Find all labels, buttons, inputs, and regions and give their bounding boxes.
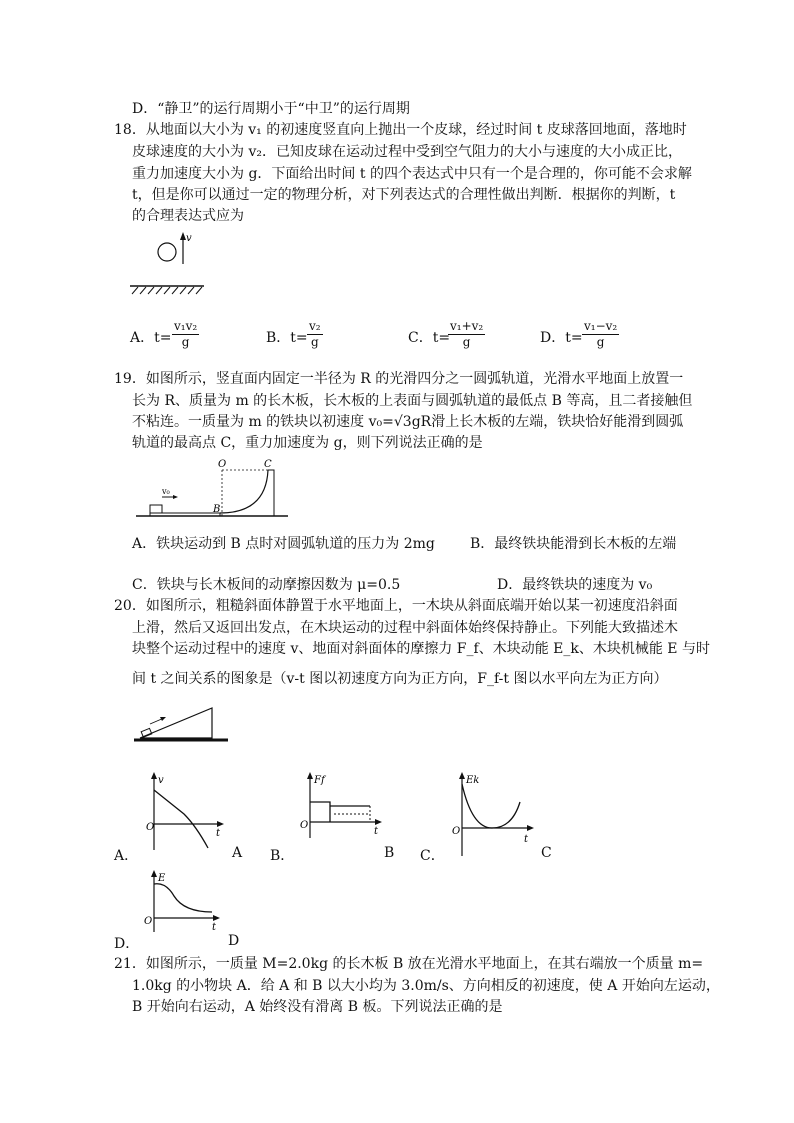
q20-graph-d-xlabel: t bbox=[212, 922, 217, 933]
q20-incline-figure bbox=[134, 702, 230, 746]
q20-graph-b-letter: B． bbox=[270, 848, 295, 864]
q20-graph-d-letter: D． bbox=[114, 936, 140, 952]
q20-graph-b bbox=[298, 772, 384, 842]
q20-graph-b-xlabel: t bbox=[374, 826, 379, 837]
q18-option-b: B．t= bbox=[266, 330, 308, 346]
q18-text-line-5: 的合理表达式应为 bbox=[132, 208, 244, 224]
q19-option-b: B．最终铁块能滑到长木板的左端 bbox=[470, 536, 677, 552]
q18-option-d-fraction: $\frac{\text{v₁−v₂}}{g}$ bbox=[584, 319, 618, 349]
q20-graph-a-letter: A． bbox=[114, 848, 139, 864]
q19-option-d: D．最终铁块的速度为 v₀ bbox=[497, 577, 653, 593]
q20-graph-c-origin: O bbox=[452, 826, 461, 837]
q19-text-line-3: 不粘连。一质量为 m 的铁块以初速度 v₀=√3gR滑上长木板的左端，铁块恰好能滑到圆弧 bbox=[132, 414, 684, 430]
arc-track bbox=[220, 470, 268, 513]
q18-ball-figure bbox=[128, 232, 208, 298]
iron-block bbox=[150, 505, 162, 513]
q20-graph-d-origin: O bbox=[144, 916, 153, 927]
q20-graph-d bbox=[142, 870, 222, 934]
incline-block bbox=[140, 708, 212, 738]
q20-text-line-1: 20．如图所示，粗糙斜面体静置于水平地面上，一木块从斜面底端开始以某一初速度沿斜面 bbox=[114, 598, 678, 614]
q21-text-line-3: B 开始向右运动，A 始终没有滑离 B 板。下列说法正确的是 bbox=[132, 999, 503, 1015]
long-board bbox=[150, 513, 220, 516]
q20-graph-a bbox=[144, 772, 224, 852]
q20-graph-c-caption: C bbox=[541, 845, 552, 861]
q20-text-line-4: 间 t 之间关系的图象是（v-t 图以初速度方向为正方向，F_f-t 图以水平向左为正方向） bbox=[132, 671, 668, 687]
q19-fig-label-v0: v₀ bbox=[162, 487, 170, 496]
q19-fig-label-o: O bbox=[218, 459, 227, 470]
q20-graph-d-caption: D bbox=[228, 933, 240, 949]
q20-graph-b-caption: B bbox=[384, 845, 395, 861]
wood-block bbox=[141, 728, 152, 737]
q19-track-figure bbox=[132, 458, 290, 522]
q18-text-line-3: 重力加速度大小为 g．下面给出时间 t 的四个表达式中只有一个是合理的，你可能不会求解 bbox=[132, 166, 692, 182]
q20-graph-a-ylabel: v bbox=[158, 775, 164, 786]
q18-fig-label-v: v bbox=[186, 233, 192, 244]
q19-option-a: A．铁块运动到 B 点时对圆弧轨道的压力为 2mg bbox=[132, 536, 435, 552]
q18-option-a: A．t= bbox=[130, 330, 172, 346]
graph-d-curve bbox=[154, 884, 212, 912]
q19-text-line-2: 长为 R、质量为 m 的长木板，长木板的上表面与圆弧轨道的最低点 B 等高，且二者接触但 bbox=[132, 393, 693, 409]
q20-graph-c-xlabel: t bbox=[524, 834, 529, 845]
q20-graph-a-caption: A bbox=[232, 845, 243, 861]
q20-graph-a-origin: O bbox=[146, 822, 155, 833]
q20-text-line-2: 上滑，然后又返回出发点，在木块运动的过程中斜面体始终保持静止。下列能大致描述木 bbox=[132, 620, 678, 636]
q20-graph-c bbox=[450, 772, 536, 858]
q18-text-line-2: 皮球速度的大小为 v₂．已知皮球在运动过程中受到空气阻力的大小与速度的大小成正比， bbox=[132, 144, 682, 160]
graph-b-step-1 bbox=[310, 802, 330, 822]
graph-a-curve bbox=[154, 790, 208, 848]
q18-text-line-4: t，但是你可以通过一定的物理分析，对下列表达式的合理性做出判断．根据你的判断，t bbox=[132, 187, 676, 203]
q20-text-line-3: 块整个运动过程中的速度 v、地面对斜面体的摩擦力 F_f、木块动能 E_k、木块机械能 E 与时 bbox=[132, 641, 710, 657]
q18-text-line-1: 18．从地面以大小为 v₁ 的初速度竖直向上抛出一个皮球，经过时间 t 皮球落回地面，落地时 bbox=[114, 122, 687, 138]
q18-option-c: C．t= bbox=[408, 330, 451, 346]
q19-option-c: C．铁块与长木板间的动摩擦因数为 μ=0.5 bbox=[132, 577, 401, 593]
q20-graph-b-ylabel: Ff bbox=[314, 775, 325, 786]
q18-option-a-fraction: $\frac{\text{v₁v₂}}{g}$ bbox=[174, 319, 198, 349]
q20-graph-a-xlabel: t bbox=[216, 828, 221, 839]
v0-arrow-icon bbox=[173, 495, 178, 499]
q17-option-d: D．“静卫”的运行周期小于“中卫”的运行周期 bbox=[132, 101, 410, 117]
q20-graph-b-origin: O bbox=[300, 820, 309, 831]
q20-graph-c-ylabel: Ek bbox=[466, 775, 480, 786]
q19-text-line-1: 19．如图所示，竖直面内固定一半径为 R 的光滑四分之一圆弧轨道，光滑水平地面上放置一 bbox=[114, 371, 684, 387]
graph-c-curve bbox=[462, 784, 520, 828]
q19-fig-label-b: B bbox=[213, 504, 221, 515]
q19-text-line-4: 轨道的最高点 C，重力加速度为 g，则下列说法正确的是 bbox=[132, 435, 483, 451]
q21-text-line-2: 1.0kg 的小物块 A．给 A 和 B 以大小均为 3.0m/s、方向相反的初速度，使 A 开始向左运动， bbox=[132, 978, 720, 994]
ball-icon bbox=[158, 243, 176, 261]
q18-option-b-fraction: $\frac{\text{v₂}}{g}$ bbox=[309, 319, 321, 349]
q21-text-line-1: 21．如图所示，一质量 M=2.0kg 的长木板 B 放在光滑水平地面上，在其右端放一个质量 m= bbox=[114, 956, 704, 972]
q18-option-d: D．t= bbox=[540, 330, 583, 346]
q20-graph-d-ylabel: E bbox=[158, 873, 166, 884]
q19-fig-label-c: C bbox=[264, 459, 272, 470]
q18-option-c-fraction: $\frac{\text{v₁+v₂}}{g}$ bbox=[450, 319, 484, 349]
q20-graph-c-letter: C． bbox=[420, 848, 445, 864]
